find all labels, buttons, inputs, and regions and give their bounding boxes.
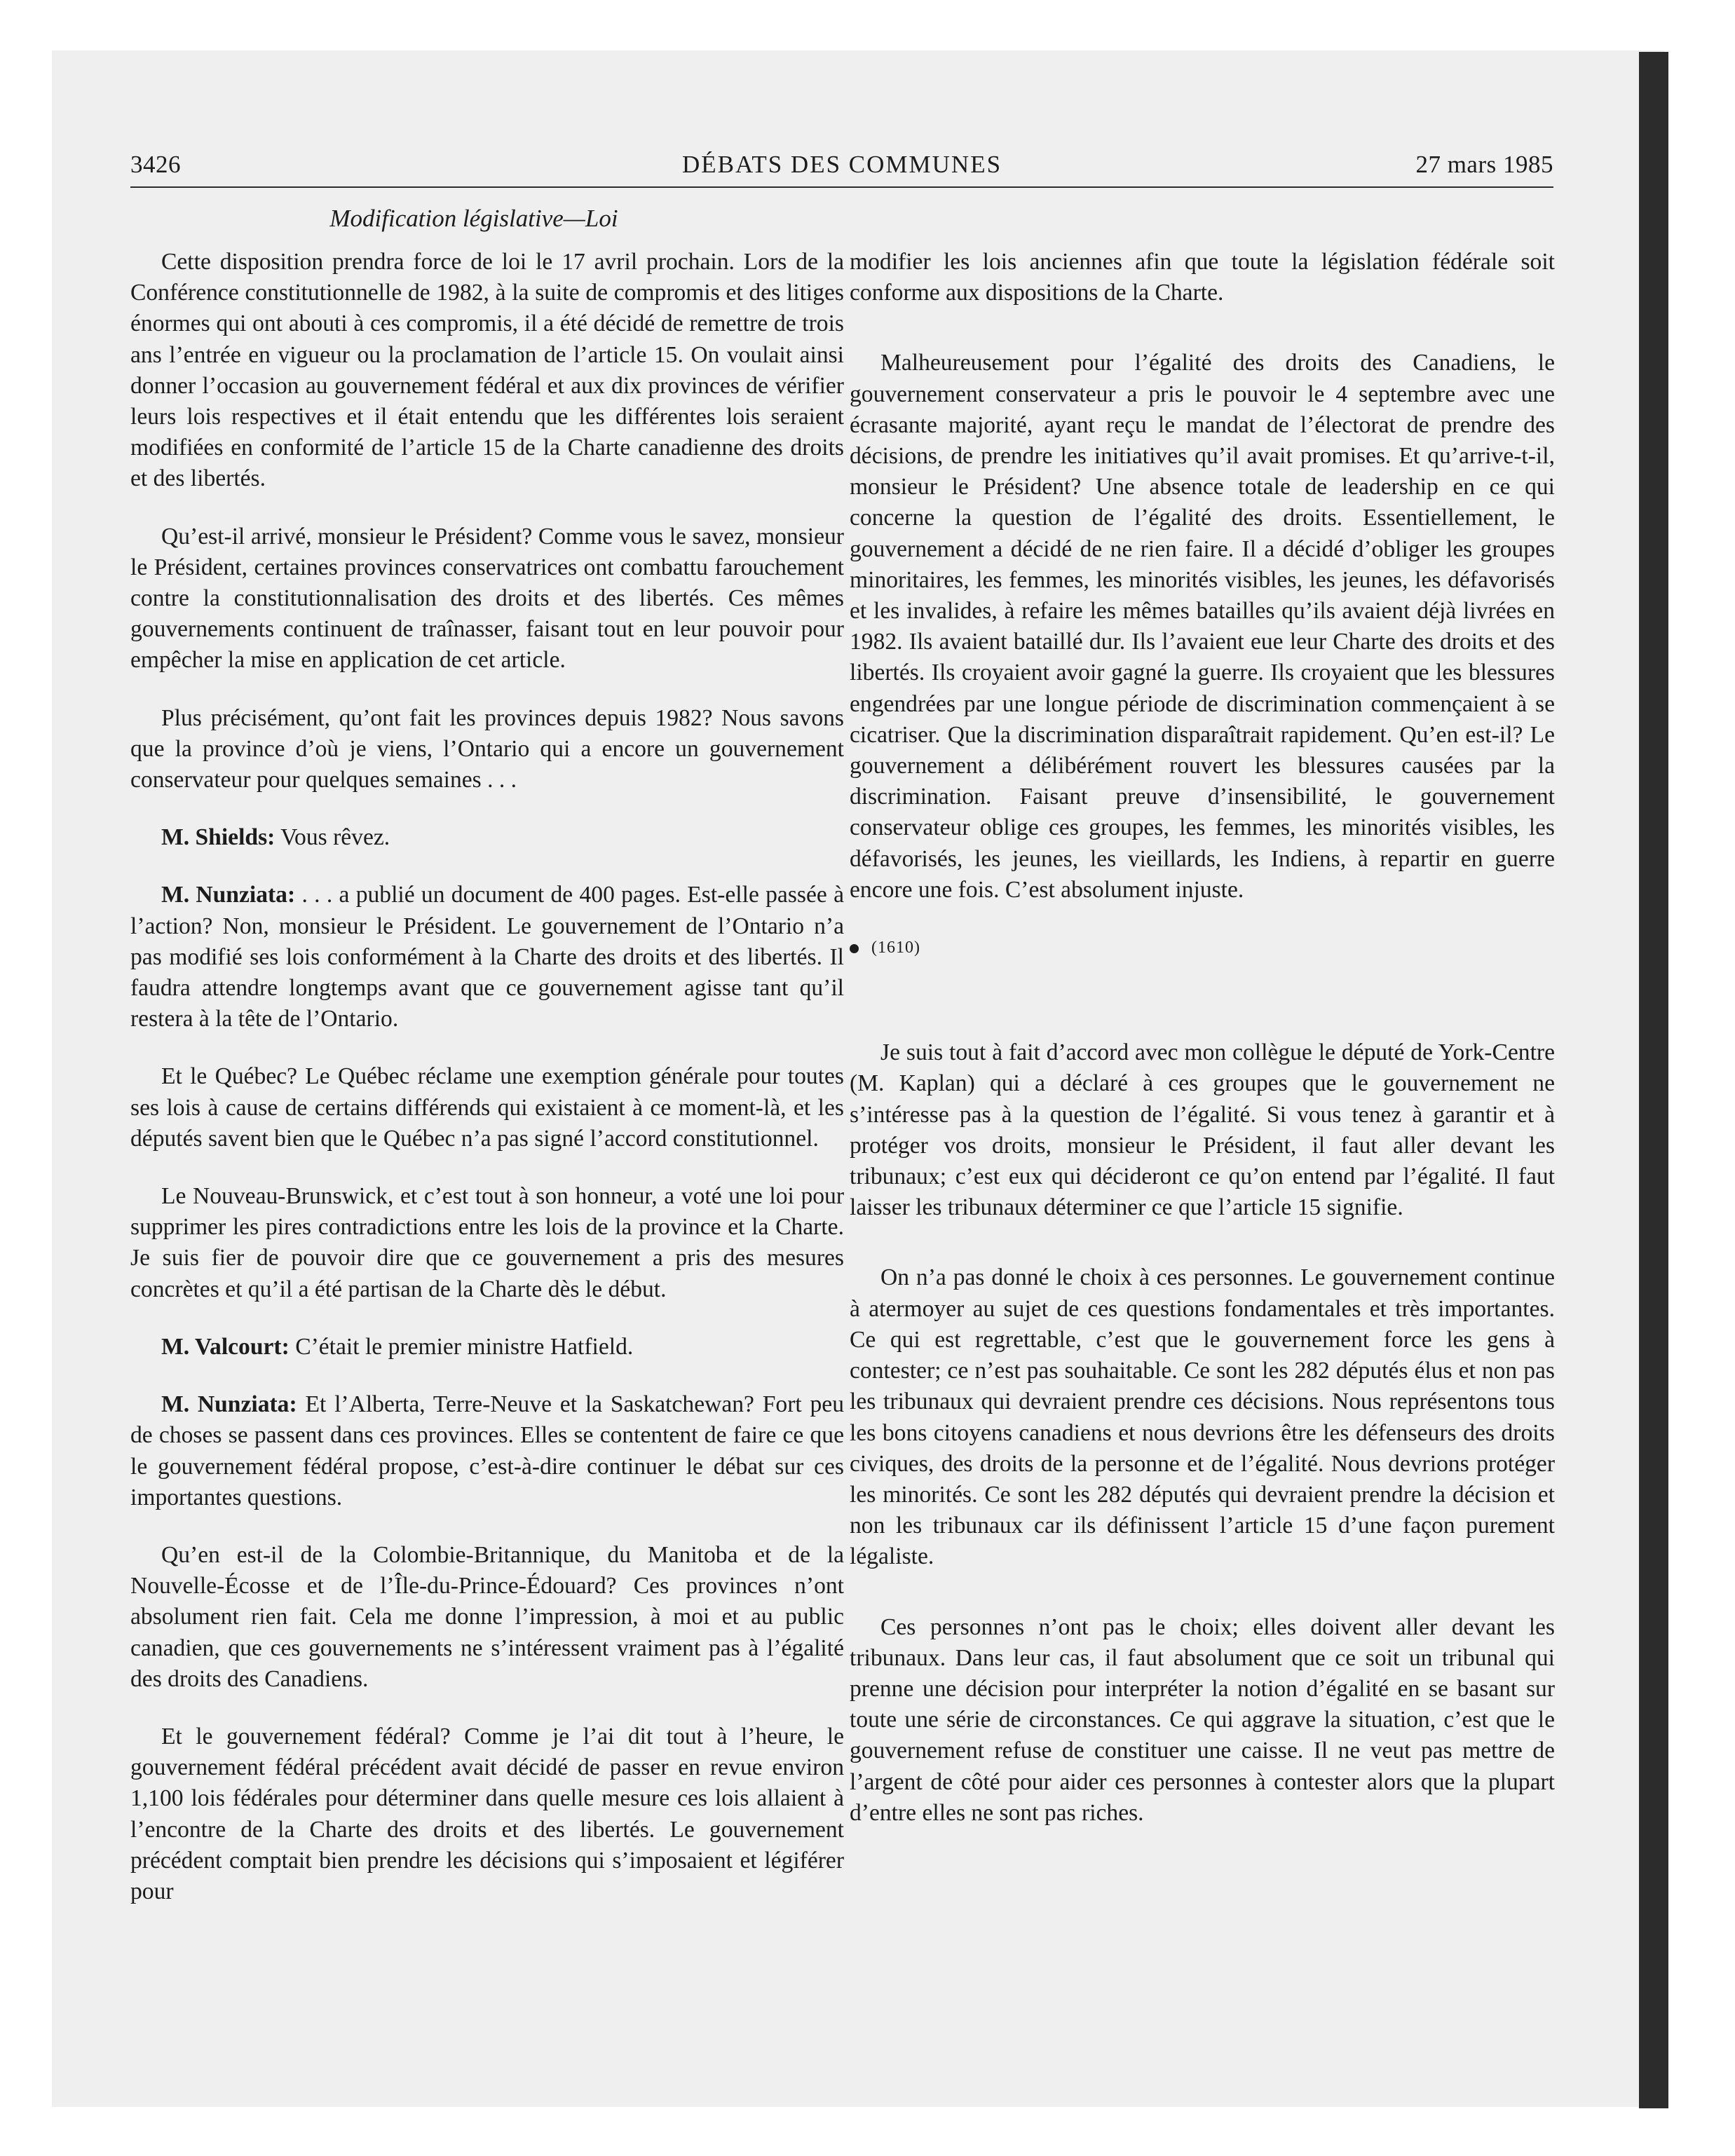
paragraph: Et le Québec? Le Québec réclame une exemption générale pour toutes ses lois à cause de certains différends qui existaient à ce moment-là, et les députés savent bien que le Québec n’a pas signé l’accord constitutionnel. xyxy=(130,1063,844,1152)
section-subheading: Modification législative—Loi xyxy=(329,205,618,232)
header-rule xyxy=(130,186,1553,188)
right-column xyxy=(850,247,1555,1855)
time-marker xyxy=(850,932,1555,963)
paragraph: Je suis tout à fait d’accord avec mon collègue le député de York-Centre (M. Kaplan) qui a déclaré à ces groupes que le gouvernement ne s’intéresse pas à la question de l’égalité. Si vous tenez à garantir et à protéger vos droits, monsieur le Président, il faut aller devant les tribunaux; c’est eux qui décideront ce qu’on entend par l’égalité. Il faut laisser les tribunaux déterminer ce que l’article 15 signifie. xyxy=(850,1039,1555,1221)
paragraph: Le Nouveau-Brunswick, et c’est tout à son honneur, a voté une loi pour supprimer les pires contradictions entre les lois de la province et la Charte. Je suis fier de pouvoir dire que ce gouvernement a pris des mesures concrètes et qu’il a été partisan de la Charte dès le début. xyxy=(130,1183,844,1302)
page-number: 3426 xyxy=(130,151,181,178)
publication-title: DÉBATS DES COMMUNES xyxy=(681,151,1002,178)
speaker-name: M. Valcourt: xyxy=(161,1333,290,1360)
speech-paragraph xyxy=(130,1389,844,1513)
speech-paragraph xyxy=(130,822,844,853)
paragraph: Ces personnes n’ont pas le choix; elles doivent aller devant les tribunaux. Dans leur cas, il faut absolument que ce soit un tribunal qui prenne une décision pour interpréter la notion d’égalité en se basant sur toute une série de circonstances. Ce qui aggrave la situation, c’est que le gouvernement refuse de constituer une caisse. Il ne veut pas mettre de l’argent de côté pour aider ces personnes à contester alors que la plupart d’entre elles ne sont pas riches. xyxy=(850,1613,1555,1826)
left-column xyxy=(130,247,844,1934)
header-date: 27 mars 1985 xyxy=(1415,151,1553,178)
speaker-name: M. Shields: xyxy=(161,824,275,851)
paragraph: Qu’est-il arrivé, monsieur le Président? Comme vous le savez, monsieur le Président, certaines provinces conservatrices ont combattu farouchement contre la constitutionnalisation des droits et des libertés. Ces mêmes gouvernements continuent de traînasser, faisant tout en leur pouvoir pour empêcher la mise en application de cet article. xyxy=(130,523,844,674)
speaker-name: M. Nunziata: xyxy=(161,1391,297,1418)
speech-text: C’était le premier ministre Hatfield. xyxy=(295,1333,634,1360)
speech-text: Et l’Alberta, Terre-Neuve et la Saskatchewan? Fort peu de choses se passent dans ces provinces. Elles se contentent de faire ce que le gouvernement fédéral propose, c’est-à-dire continuer le débat sur ces importantes questions. xyxy=(130,1391,844,1510)
paragraph: Qu’en est-il de la Colombie-Britannique, du Manitoba et de la Nouvelle-Écosse et de l’Île-du-Prince-Édouard? Ces provinces n’ont absolument rien fait. Cela me donne l’impression, à moi et au public canadien, que ces gouvernements ne s’intéressent vraiment pas à l’égalité des droits des Canadiens. xyxy=(130,1541,844,1692)
paragraph: On n’a pas donné le choix à ces personnes. Le gouvernement continue à atermoyer au sujet de ces questions fondamentales et très importantes. Ce qui est regrettable, c’est que le gouvernement force les gens à contester; ce n’est pas souhaitable. Ce sont les 282 députés élus et non pas les tribunaux qui devraient prendre ces décisions. Nous représentons tous les bons citoyens canadiens et nous devrions être les défenseurs des droits civiques, des droits de la personne et de l’égalité. Nous devrions protéger les minorités. Ce sont les 282 députés qui devraient prendre la décision et non les tribunaux car ils définissent l’article 15 d’une façon purement légaliste. xyxy=(850,1264,1555,1570)
paragraph-continuation: modifier les lois anciennes afin que toute la législation fédérale soit conforme aux dispositions de la Charte. xyxy=(850,249,1555,306)
paragraph: Et le gouvernement fédéral? Comme je l’ai dit tout à l’heure, le gouvernement fédéral précédent avait décidé de passer en revue environ 1,100 lois fédérales pour déterminer dans quelle mesure ces lois allaient à l’encontre de la Charte des droits et des libertés. Le gouvernement précédent comptait bien prendre les décisions qui s’imposaient et légiférer pour xyxy=(130,1723,844,1904)
paragraph: Cette disposition prendra force de loi le 17 avril prochain. Lors de la Conférence constitutionnelle de 1982, à la suite de compromis et des litiges énormes qui ont abouti à ces compromis, il a été décidé de remettre de trois ans l’entrée en vigueur ou la proclamation de l’article 15. On voulait ainsi donner l’occasion au gouvernement fédéral et aux dix provinces de vérifier leurs lois respectives et il était entendu que les différentes lois seraient modifiées en conformité de l’article 15 de la Charte canadienne des droits et des libertés. xyxy=(130,249,844,492)
paragraph: Malheureusement pour l’égalité des droits des Canadiens, le gouvernement conservateur a pris le pouvoir le 4 septembre avec une écrasante majorité, ayant reçu le mandat de l’électorat de prendre des décisions, de prendre les initiatives qu’il avait promises. Et qu’arrive-t-il, monsieur le Président? Une absence totale de leadership en ce qui concerne la question de l’égalité des droits. Essentiellement, le gouvernement a décidé de ne rien faire. Il a décidé d’obliger les groupes minoritaires, les femmes, les minorités visibles, les jeunes, les défavorisés et les invalides, à refaire les mêmes batailles qu’ils avaient déjà livrées en 1982. Ils avaient bataillé dur. Ils l’avaient eue leur Charte des droits et des libertés. Ils croyaient avoir gagné la guerre. Ils croyaient que les blessures engendrées par une longue période de discrimination commençaient à se cicatriser. Que la discrimination disparaîtrait rapidement. Qu’en est-il? Le gouvernement a délibérément rouvert les blessures causées par la discrimination. Faisant preuve d’insensibilité, le gouvernement conservateur oblige ces groupes, les femmes, les minorités visibles, les défavorisés, les jeunes, les vieillards, les Indiens, à repartir en guerre encore une fois. C’est absolument injuste. xyxy=(850,350,1555,903)
paragraph: Plus précisément, qu’ont fait les provinces depuis 1982? Nous savons que la province d’où je viens, l’Ontario qui a encore un gouvernement conservateur pour quelques semaines . . . xyxy=(130,704,844,793)
speech-paragraph xyxy=(130,1332,844,1363)
binding-edge xyxy=(1639,52,1668,2108)
speech-text: Vous rêvez. xyxy=(280,824,390,851)
time-marker-label: (1610) xyxy=(871,939,920,957)
speech-text: . . . a publié un document de 400 pages. Est-elle passée à l’action? Non, monsieur le Président. Le gouvernement de l’Ontario n’a pas modifié ses lois conformément à la Charte des droits et des libertés. Il faudra attendre longtemps avant que ce gouvernement agisse tant qu’il restera à la tête de l’Ontario. xyxy=(130,882,844,1032)
speaker-name: M. Nunziata: xyxy=(161,882,296,908)
speech-paragraph xyxy=(130,880,844,1035)
bullet-icon xyxy=(850,944,859,953)
